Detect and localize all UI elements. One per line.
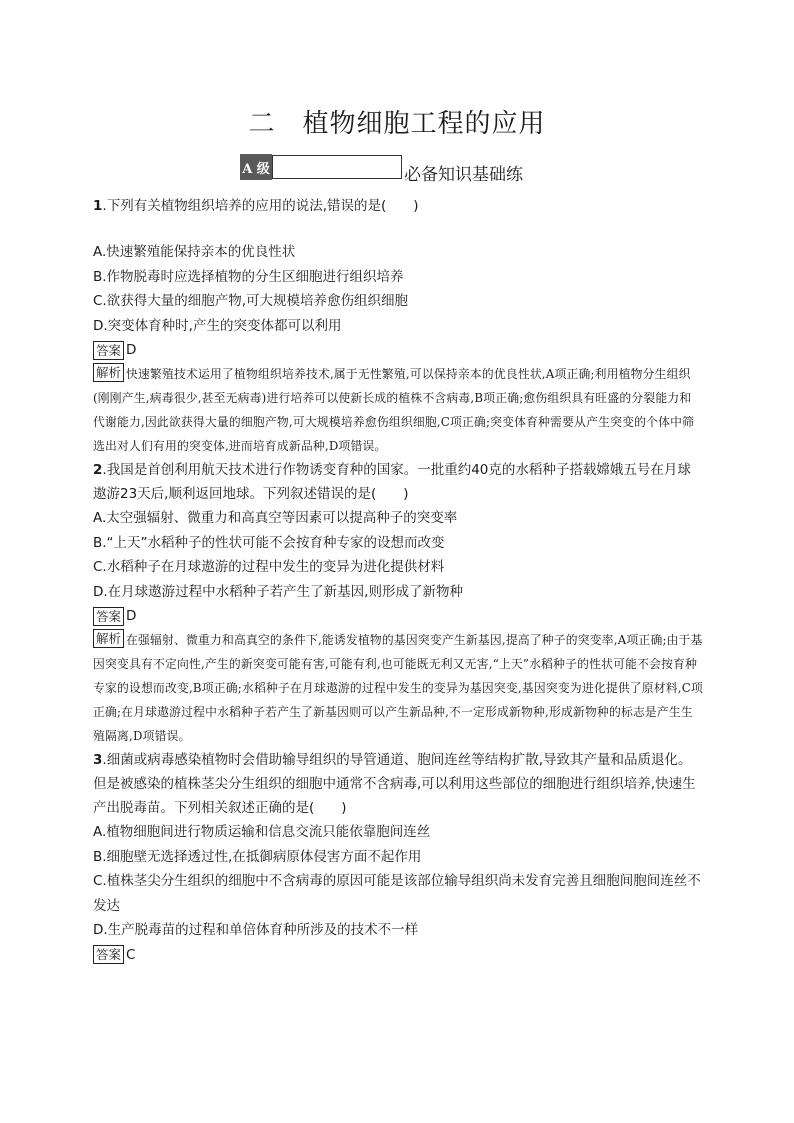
option-b: B.“上天”水稻种子的性状可能不会按育种专家的设想而改变 bbox=[93, 534, 445, 551]
level-header bbox=[240, 152, 523, 185]
question-text: .细菌或病毒感染植物时会借助输导组织的导管通道、胞间连丝等结构扩散,导致其产量和品质退化。但是被感染的植株茎尖分生组织的细胞中通常不含病毒,可以利用这些部位的细胞进行组织培养,快速生产出脱毒苗。下列相关叙述正确的是( ) bbox=[93, 752, 696, 816]
answer-row bbox=[93, 339, 703, 361]
level-title: 必备知识基础练 bbox=[404, 165, 523, 185]
answer-value: D bbox=[126, 342, 137, 358]
question-text: .下列有关植物组织培养的应用的说法,错误的是( ) bbox=[102, 198, 419, 214]
answer-tag: 答案 bbox=[93, 341, 124, 360]
question-stem bbox=[93, 458, 703, 506]
option-a: A.快速繁殖能保持亲本的优良性状 bbox=[93, 244, 296, 260]
explanation-block bbox=[93, 362, 703, 458]
page-title: 二 植物细胞工程的应用 bbox=[248, 109, 546, 139]
option-b: B.作物脱毒时应选择植物的分生区细胞进行组织培养 bbox=[93, 268, 404, 285]
answer-value: C bbox=[126, 946, 136, 963]
question-1 bbox=[93, 194, 703, 458]
explanation-text: 快速繁殖技术运用了植物组织培养技术,属于无性繁殖,可以保持亲本的优良性状,A项正确;利用植物分生组织(刚刚产生,病毒很少,甚至无病毒)进行培养可以使新长成的植株不含病毒,B项正确;愈伤组织具有旺盛的分裂能力和代谢能力,因此欲获得大量的细胞产物,可大规模培养愈伤组织细胞,C项正确;突变体育种需要从产生突变的个体中筛选出对人们有用的突变体,进而培育成新品种,D项错误。 bbox=[93, 367, 695, 453]
explanation-tag: 解析 bbox=[93, 363, 124, 382]
answer-value: D bbox=[126, 608, 137, 624]
option-c: C.水稻种子在月球遨游的过程中发生的变异为进化提供材料 bbox=[93, 559, 445, 575]
question-number: 1 bbox=[93, 198, 103, 214]
question-number: 2 bbox=[93, 462, 103, 478]
question-list bbox=[93, 194, 703, 967]
option-d: D.突变体育种时,产生的突变体都可以利用 bbox=[93, 317, 342, 334]
option-a: A.太空强辐射、微重力和高真空等因素可以提高种子的突变率 bbox=[93, 510, 458, 526]
answer-row bbox=[93, 605, 703, 627]
question-stem bbox=[93, 748, 703, 820]
explanation-text: 在强辐射、微重力和高真空的条件下,能诱发植物的基因突变产生新基因,提高了种子的突变率,A项正确;由于基因突变具有不定向性,产生的新突变可能有害,可能有利,也可能既无利又无害,“上天”水稻种子的性状可能不会按育种专家的设想而改变,B项正确;水稻种子在月球遨游的过程中发生的变异为基因突变,基因突变为进化提供了原材料,C项正确;在月球遨游过程中水稻种子若产生了新基因则可以产生新品种,不一定形成新物种,形成新物种的标志是产生生殖隔离,D项错误。 bbox=[93, 633, 703, 743]
question-stem bbox=[93, 194, 703, 218]
option-c: C.植株茎尖分生组织的细胞中不含病毒的原因可能是该部位输导组织尚未发育完善且细胞间胞间连丝不发达 bbox=[93, 873, 701, 914]
option-a: A.植物细胞间进行物质运输和信息交流只能依靠胞间连丝 bbox=[93, 824, 431, 840]
question-text: .我国是首创利用航天技术进行作物诱变育种的国家。一批重约40克的水稻种子搭载嫦娥五号在月球遨游23天后,顺利返回地球。下列叙述错误的是( ) bbox=[93, 462, 691, 502]
answer-row bbox=[93, 944, 703, 966]
answer-tag: 答案 bbox=[93, 945, 124, 964]
question-number: 3 bbox=[93, 752, 103, 768]
option-d: D.生产脱毒苗的过程和单倍体育种所涉及的技术不一样 bbox=[93, 922, 419, 938]
question-3 bbox=[93, 748, 703, 966]
level-badge: A 级 bbox=[240, 154, 272, 180]
explanation-block bbox=[93, 628, 703, 748]
answer-tag: 答案 bbox=[93, 607, 124, 626]
level-blank-box bbox=[272, 155, 402, 179]
option-d: D.在月球遨游过程中水稻种子若产生了新基因,则形成了新物种 bbox=[93, 583, 463, 600]
question-2 bbox=[93, 458, 703, 748]
option-c: C.欲获得大量的细胞产物,可大规模培养愈伤组织细胞 bbox=[93, 293, 409, 309]
explanation-tag: 解析 bbox=[93, 629, 124, 648]
option-b: B.细胞壁无选择透过性,在抵御病原体侵害方面不起作用 bbox=[93, 848, 422, 865]
